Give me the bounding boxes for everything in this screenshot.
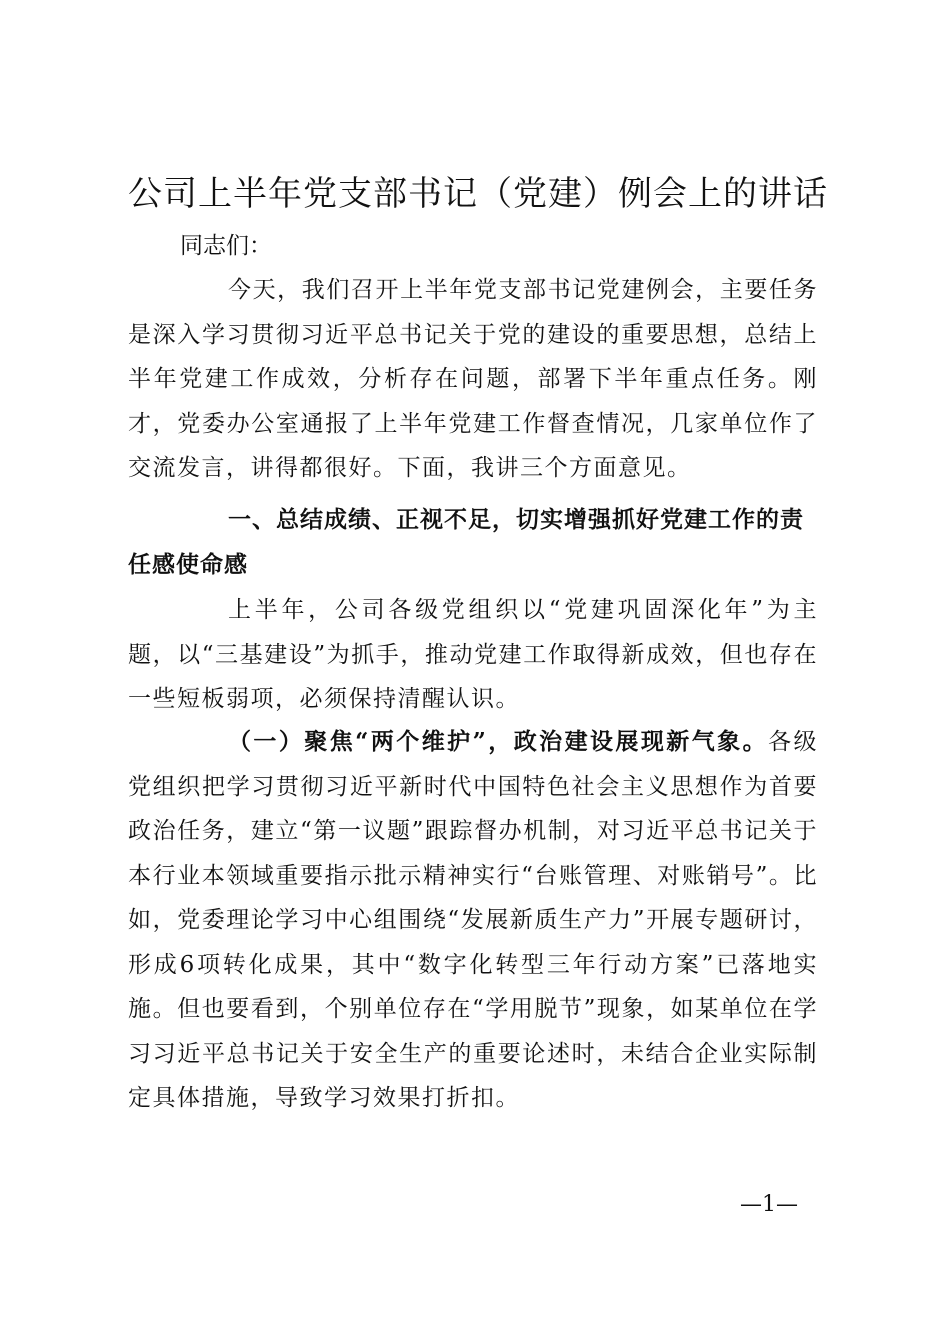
section-heading-1: 一、总结成绩、正视不足，切实增强抓好党建工作的责任感使命感 — [128, 507, 804, 578]
page-number: —1— — [740, 1192, 798, 1217]
paragraph-intro: 今天，我们召开上半年党支部书记党建例会，主要任务是深入学习贯彻习近平总书记关于党的建设的重要思想，总结上半年党建工作成效，分析存在问题，部署下半年重点任务。刚才，党委办公室通报了上半年党建工作督查情况，几家单位作了交流发言，讲得都很好。下面，我讲三个方面意见。 — [128, 277, 818, 481]
paragraph-subsection-1 — [128, 720, 818, 1121]
subsection-body-1: 各级党组织把学习贯彻习近平新时代中国特色社会主义思想作为首要政治任务，建立“第一议题”跟踪督办机制，对习近平总书记关于本行业本领域重要指示批示精神实行“台账管理、对账销号”。比如，党委理论学习中心组围绕“发展新质生产力”开展专题研讨，形成6项转化成果，其中“数字化转型三年行动方案”已落地实施。但也要看到，个别单位存在“学用脱节”现象，如某单位在学习习近平总书记关于安全生产的重要论述时，未结合企业实际制定具体措施，导致学习效果打折扣。 — [128, 729, 818, 1111]
paragraph-section-1-intro: 上半年，公司各级党组织以“党建巩固深化年”为主题，以“三基建设”为抓手，推动党建工作取得新成效，但也存在一些短板弱项，必须保持清醒认识。 — [128, 597, 818, 712]
subsection-heading-1: （一）聚焦“两个维护”，政治建设展现新气象。 — [228, 728, 769, 755]
document-title: 公司上半年党支部书记（党建）例会上的讲话 — [128, 174, 828, 214]
salutation: 同志们： — [180, 233, 272, 259]
